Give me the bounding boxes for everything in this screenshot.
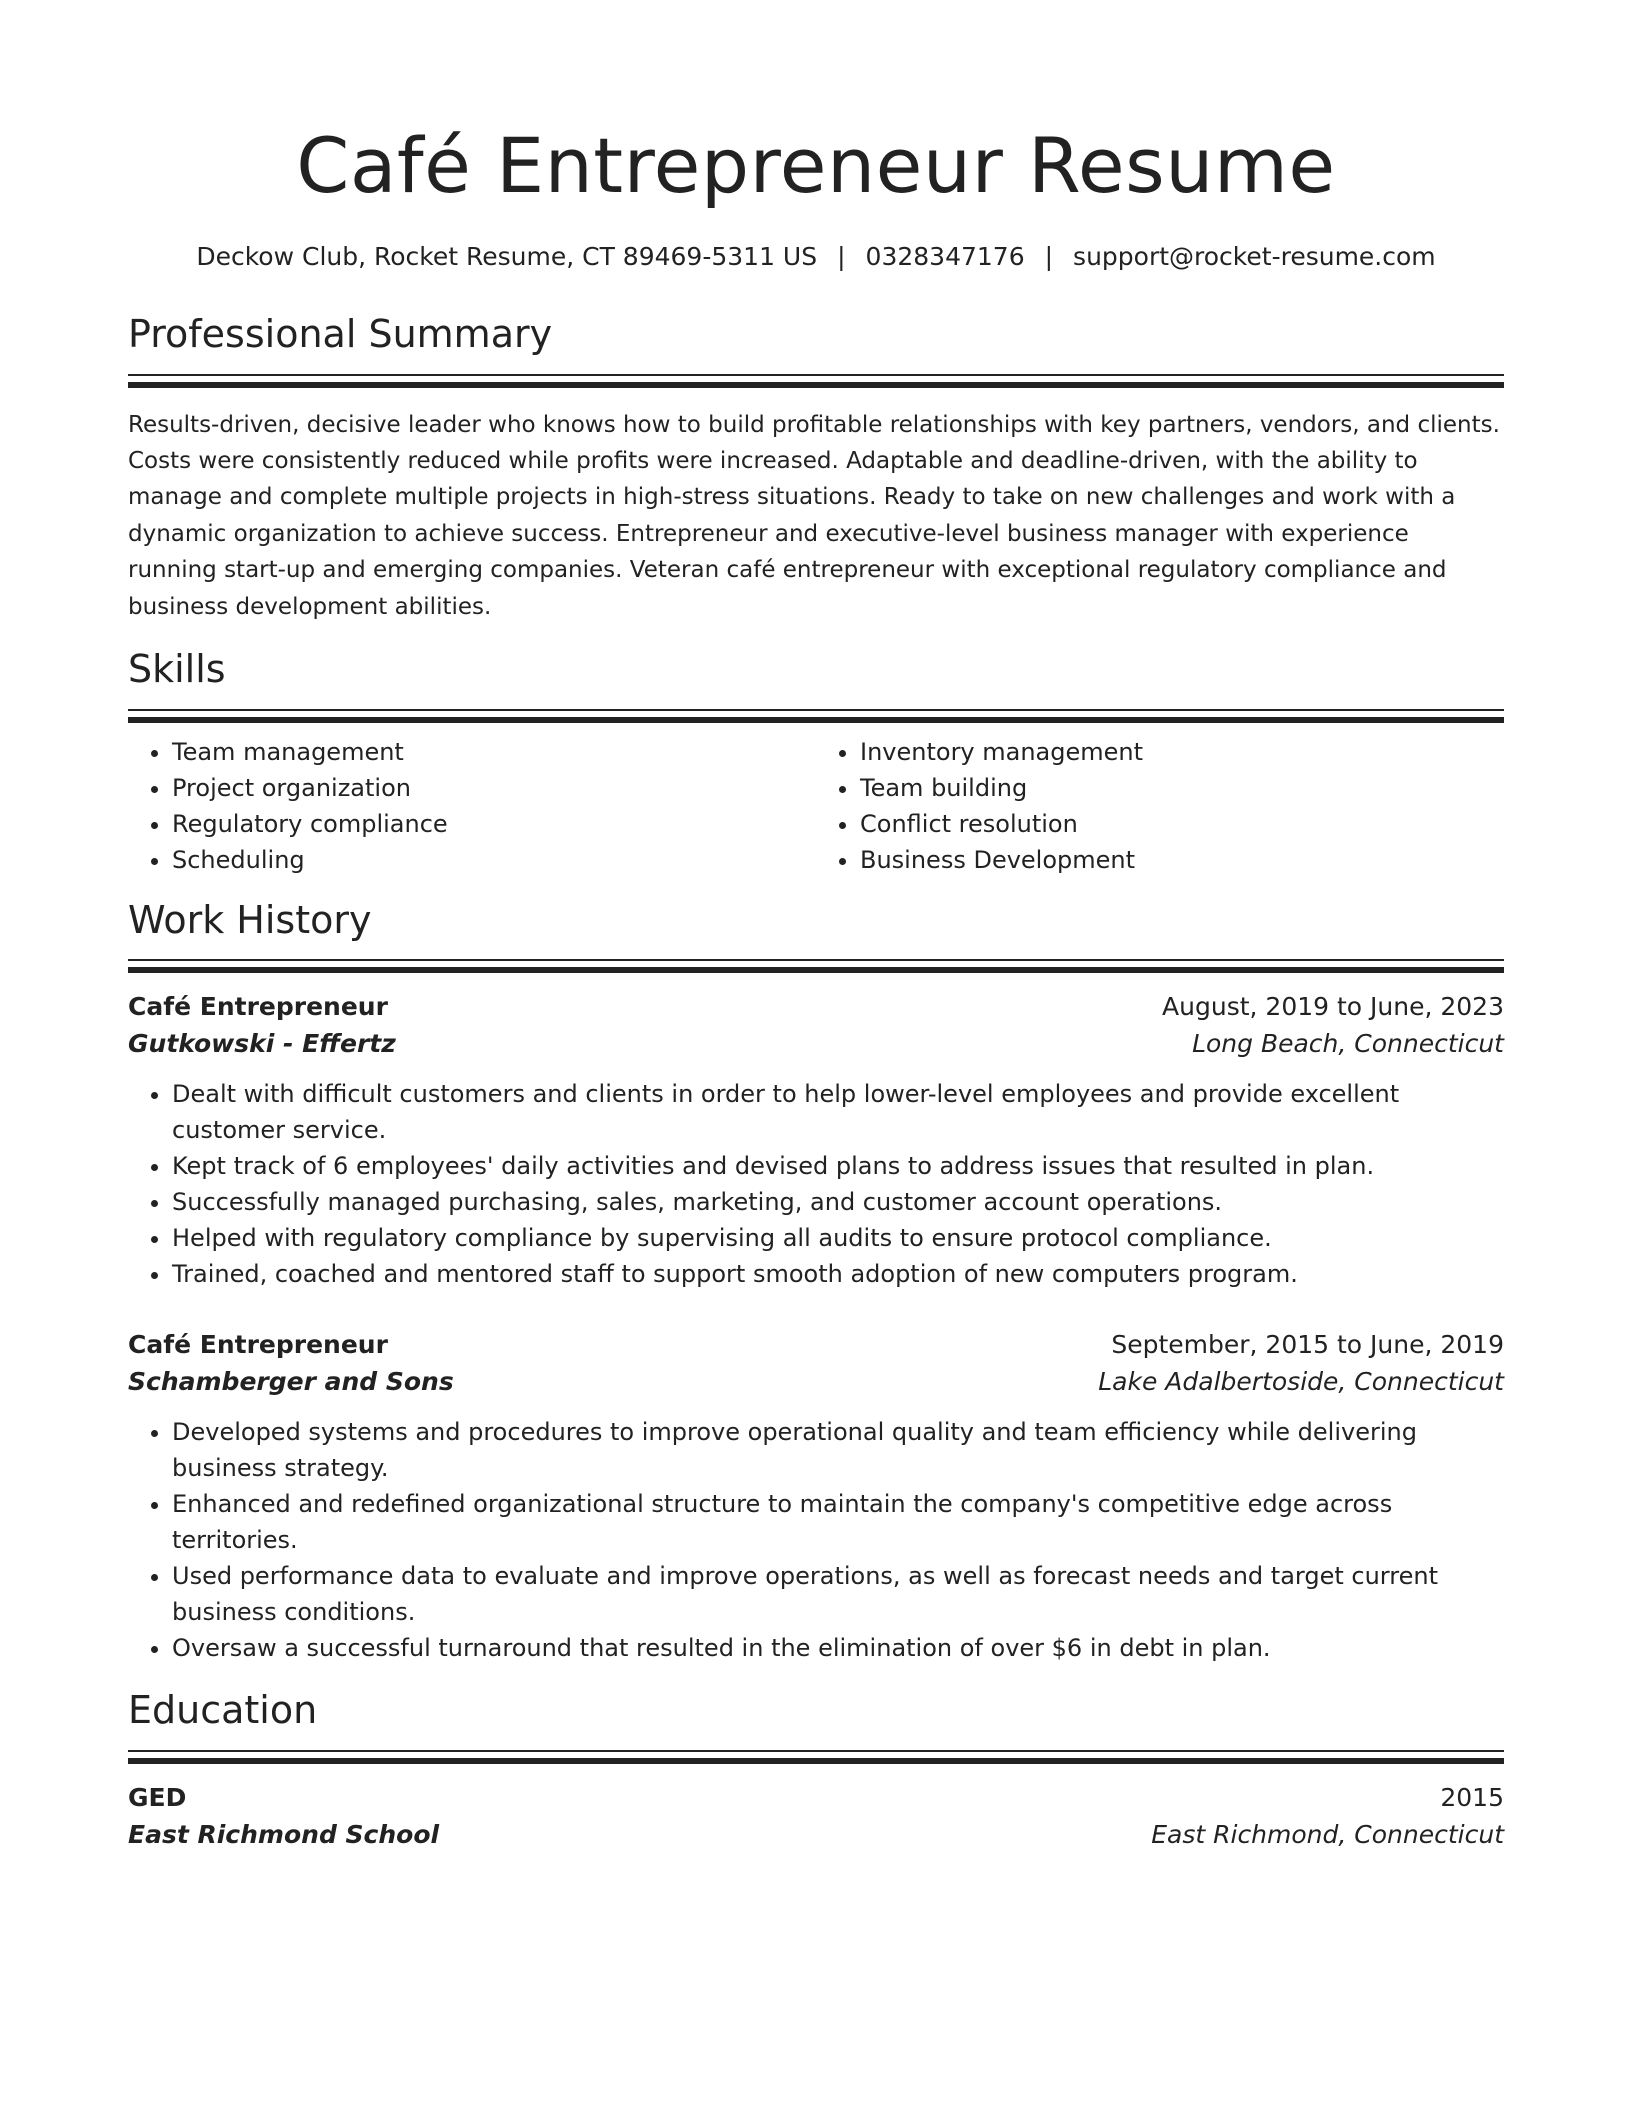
summary-heading: Professional Summary [128, 312, 553, 356]
job-bullet: • Used performance data to evaluate and improve operations, as well as forecast needs and target current business conditions. [172, 1558, 1504, 1630]
job-bullet: • Enhanced and redefined organizational structure to maintain the company's competitive edge across territories. [172, 1486, 1504, 1558]
job-bullets [128, 1076, 1504, 1292]
education-degree: GED [128, 1782, 187, 1812]
section-divider [128, 709, 1504, 716]
education-year: 2015 [1440, 1782, 1504, 1812]
skills-section [128, 647, 1504, 878]
job-bullet: • Successfully managed purchasing, sales, marketing, and customer account operations. [172, 1184, 1504, 1220]
job-dates: September, 2015 to June, 2019 [1111, 1330, 1504, 1360]
resume-title: Café Entrepreneur Resume [296, 121, 1336, 210]
resume-page [128, 0, 1504, 1853]
section-divider [128, 959, 1504, 966]
job-bullets [128, 1414, 1504, 1666]
contact-separator: | [837, 242, 846, 271]
skill-item: • Regulatory compliance [172, 806, 816, 842]
education-school: East Richmond School [128, 1819, 440, 1849]
section-divider [128, 1750, 1504, 1757]
contact-address: Deckow Club, Rocket Resume, CT 89469-5311 US [196, 242, 818, 271]
work-heading: Work History [128, 897, 372, 942]
skill-item: • Project organization [172, 770, 816, 806]
education-heading: Education [128, 1688, 318, 1733]
job-bullet: • Oversaw a successful turnaround that resulted in the elimination of over $6 in debt in plan. [172, 1630, 1504, 1666]
job-dates: August, 2019 to June, 2023 [1162, 992, 1504, 1022]
skills-right-list [816, 734, 1504, 878]
job-location: Long Beach, Connecticut [1192, 1029, 1504, 1059]
skill-item: • Team management [172, 734, 816, 770]
education-header-row [128, 1779, 1504, 1816]
education-school-row [128, 1816, 1504, 1853]
skill-item: • Scheduling [172, 842, 816, 878]
contact-separator: | [1044, 242, 1054, 271]
skills-left-list [128, 734, 816, 878]
contact-line [128, 242, 1504, 272]
job-entry [128, 988, 1504, 1292]
skill-item: • Conflict resolution [860, 806, 1504, 842]
job-title: Café Entrepreneur [128, 1330, 388, 1360]
skill-item: • Inventory management [860, 734, 1504, 770]
job-bullet: • Trained, coached and mentored staff to support smooth adoption of new computers program. [172, 1256, 1504, 1292]
summary-text: Results-driven, decisive leader who knows how to build profitable relationships with key partners, vendors, and clients. Costs were consistently reduced while profits were increased. Adaptable and deadline-driven, with the ability to manage and complete multiple projects in high-stress situations. Ready to take on new challenges and work with a dynamic organization to achieve success. Entrepreneur and executive-level business manager with experience running start-up and emerging companies. Veteran café entrepreneur with exceptional regulatory compliance and business development abilities. [128, 411, 1500, 620]
job-employer-row [128, 1363, 1504, 1400]
job-title: Café Entrepreneur [128, 992, 388, 1022]
contact-email: support@rocket-resume.com [1073, 242, 1436, 271]
education-location: East Richmond, Connecticut [1151, 1819, 1504, 1849]
job-bullet: • Helped with regulatory compliance by supervising all audits to ensure protocol compliance. [172, 1220, 1504, 1256]
job-employer-row [128, 1025, 1504, 1062]
job-bullet: • Kept track of 6 employees' daily activities and devised plans to address issues that resulted in plan. [172, 1148, 1504, 1184]
summary-section [128, 312, 1504, 625]
skills-heading: Skills [128, 647, 226, 692]
education-entry [128, 1779, 1504, 1853]
contact-phone: 0328347176 [865, 242, 1025, 271]
job-employer: Schamberger and Sons [128, 1367, 454, 1397]
education-section [128, 1688, 1504, 1853]
job-bullet: • Dealt with difficult customers and clients in order to help lower-level employees and provide excellent customer service. [172, 1076, 1504, 1148]
job-bullet: • Developed systems and procedures to improve operational quality and team efficiency while delivering business strategy. [172, 1414, 1504, 1486]
job-entry [128, 1326, 1504, 1666]
job-header-row [128, 1326, 1504, 1363]
skills-grid [128, 734, 1504, 878]
skill-item: • Business Development [860, 842, 1504, 878]
job-employer: Gutkowski - Effertz [128, 1029, 396, 1059]
job-location: Lake Adalbertoside, Connecticut [1098, 1367, 1504, 1397]
work-section [128, 898, 1504, 1667]
section-divider [128, 374, 1504, 381]
skill-item: • Team building [860, 770, 1504, 806]
job-header-row [128, 988, 1504, 1025]
